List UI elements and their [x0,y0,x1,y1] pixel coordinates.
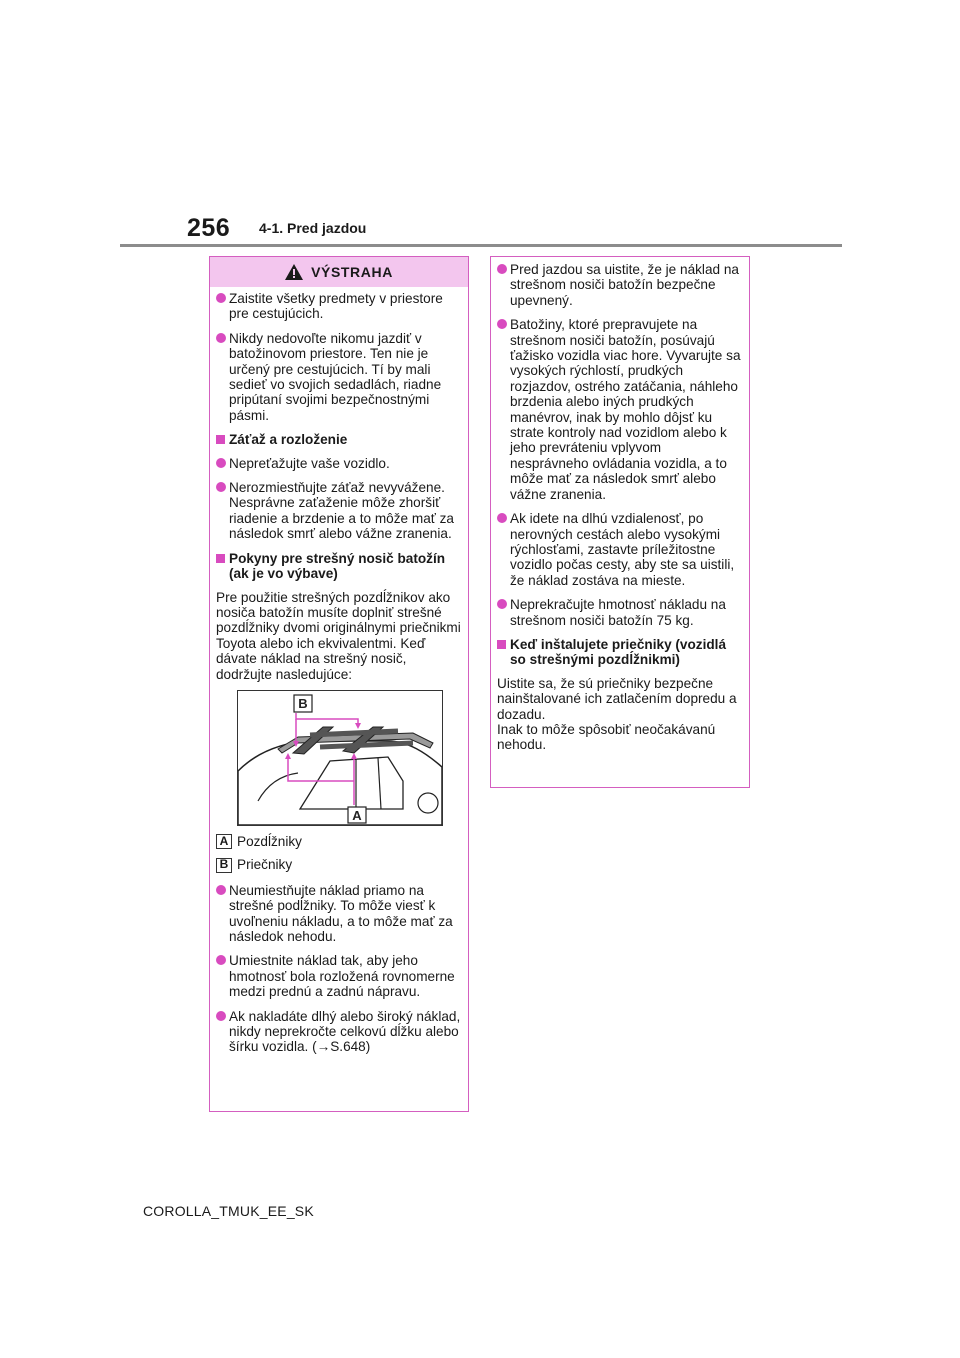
list-item: Umiestnite náklad tak, aby jeho hmotnosť bola rozložená rovnomerne medzi prednú a zadnú nápravu. [216,953,462,999]
paragraph: Uistite sa, že sú priečniky bezpečne nainštalované ich zatlačením dopredu a dozadu. Inak to môže spôsobiť neočakávanú nehodu. [497,675,737,753]
list-item: Nikdy nedovoľte nikomu jazdiť v batožinovom priestore. Ten nie je určený pre cestujúcich. Tí by mali sedieť vo svojich sedadlách, riadne pripútaní svojimi bezpečnostnými pásmi. [216,331,462,423]
warning-header [210,257,468,287]
legend-box-b: B [216,858,232,873]
list-item: Batožiny, ktoré prepravujete na strešnom nosiči batožín, posúvajú ťažisko vozidla viac hore. Vyvarujte sa vysokých rýchlostí, prudkých rozjazdov, ostrého zatáčania, náhleho brzdenia alebo iných prudkých manévrov, inak by mohlo dôjsť ku strate kontroly nad vozidlom alebo k jeho prevráteniu vplyvom nesprávneho ovládania vozidla, a to môže mať za následok smrť alebo vážne zranenia. [497,317,743,502]
figure-label-a: A [352,807,362,823]
legend-item-a [216,834,462,849]
right-column [490,256,750,788]
list-item: Neprekračujte hmotnosť nákladu na strešnom nosiči batožín 75 kg. [497,597,743,628]
list-item: Nepreťažujte vaše vozidlo. [216,456,462,471]
legend-text-a: Pozdĺžniky [237,833,302,849]
list-item: Zaistite všetky predmety v priestore pre cestujúcich. [216,291,462,322]
list-item: Nerozmiestňujte záťaž nevyvážene. Nesprávne zaťaženie môže zhoršiť riadenie a brzdenie a to môže mať za následok smrť alebo vážne zranenia. [216,480,462,542]
list-item: Pred jazdou sa uistite, že je náklad na strešnom nosiči batožín bezpečne upevnený. [497,262,743,308]
legend-box-a: A [216,834,232,849]
roof-rack-illustration [237,690,443,826]
figure-label-b: B [298,695,308,711]
list-item: Ak idete na dlhú vzdialenosť, po nerovných cestách alebo vysokými rýchlosťami, zastavte príležitostne vozidlo počas cesty, aby ste sa uistili, že náklad zostáva na mieste. [497,511,743,588]
section-title: 4-1. Pred jazdou [259,220,367,236]
subheading: Pokyny pre strešný nosič batožín (ak je vo výbave) [216,551,462,582]
document-code: COROLLA_TMUK_EE_SK [143,1203,314,1219]
legend-item-b [216,857,462,872]
subheading: Keď inštalujete priečniky (vozidlá so strešnými pozdĺžnikmi) [497,637,743,668]
list-item: Neumiestňujte náklad priamo na strešné podĺžniky. To môže viesť k uvoľneniu nákladu, a to môže mať za následok nehodu. [216,883,462,945]
warning-triangle-icon [285,264,303,280]
warning-title: VÝSTRAHA [311,264,393,280]
subheading: Záťaž a rozloženie [216,432,462,447]
paragraph: Pre použitie strešných pozdĺžnikov ako nosiča batožín musíte doplniť strešné pozdĺžniky dvomi originálnymi priečnikmi Toyota alebo ich ekvivalentmi. Keď dávate náklad na strešný nosič, dodržujte nasledujúce: [216,589,461,682]
legend-text-b: Priečniky [237,857,293,873]
page-number: 256 [187,214,231,242]
header-rule [120,244,842,247]
left-column [209,256,469,1112]
list-item: Ak nakladáte dlhý alebo široký náklad, nikdy neprekročte celkovú dĺžku alebo šírku vozidla. (→S.648) [216,1009,462,1055]
